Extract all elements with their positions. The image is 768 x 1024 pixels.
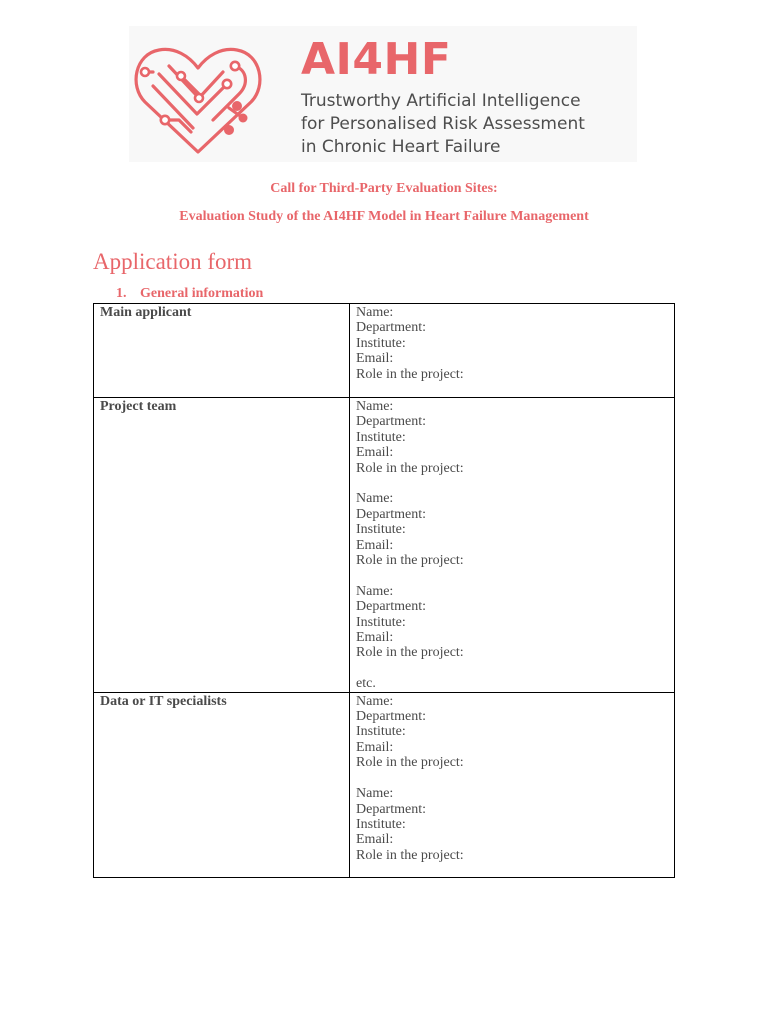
heart-circuit-icon bbox=[131, 36, 265, 158]
logo-tagline-line: for Personalised Risk Assessment bbox=[301, 114, 585, 134]
field-label: Email: bbox=[356, 630, 394, 646]
field-label: Department: bbox=[356, 599, 426, 615]
field-label: Institute: bbox=[356, 614, 406, 630]
logo-tagline-line: Trustworthy Artificial Intelligence bbox=[301, 91, 581, 111]
table-row bbox=[94, 398, 675, 693]
field-label: Name: bbox=[356, 399, 394, 414]
field-label: Institute: bbox=[356, 724, 406, 740]
field-label: Name: bbox=[356, 786, 394, 802]
group-spacer bbox=[356, 771, 668, 786]
field-label: Role in the project: bbox=[356, 645, 464, 661]
field-label: Department: bbox=[356, 801, 426, 817]
field-label: Name: bbox=[356, 693, 394, 709]
logo-tagline-line: in Chronic Heart Failure bbox=[301, 137, 501, 157]
call-subheading: Evaluation Study of the AI4HF Model in Heart Failure Management bbox=[179, 209, 589, 224]
group-spacer bbox=[356, 568, 668, 583]
section-heading bbox=[116, 285, 263, 302]
field-label: Name: bbox=[356, 305, 394, 320]
general-information-table bbox=[93, 303, 675, 878]
section-label: General information bbox=[140, 286, 264, 301]
field-label: Institute: bbox=[356, 816, 406, 832]
field-label: Email: bbox=[356, 445, 394, 461]
field-label: Email: bbox=[356, 351, 394, 367]
field-label: Department: bbox=[356, 320, 426, 336]
field-label: Name: bbox=[356, 583, 394, 599]
group-spacer bbox=[356, 476, 668, 491]
logo-banner bbox=[129, 26, 637, 162]
trailing-note: etc. bbox=[356, 676, 376, 692]
field-label: Email: bbox=[356, 537, 394, 553]
field-label: Name: bbox=[356, 491, 394, 507]
logo-title: AI4HF bbox=[301, 34, 452, 85]
field-label: Role in the project: bbox=[356, 460, 464, 476]
row-label: Main applicant bbox=[94, 304, 350, 398]
field-label: Institute: bbox=[356, 522, 406, 538]
group-spacer bbox=[356, 661, 668, 676]
field-label: Role in the project: bbox=[356, 366, 464, 382]
field-label: Institute: bbox=[356, 335, 406, 351]
field-label: Department: bbox=[356, 414, 426, 430]
field-label: Role in the project: bbox=[356, 755, 464, 771]
section-number: 1. bbox=[116, 286, 127, 301]
field-label: Role in the project: bbox=[356, 553, 464, 569]
field-label: Department: bbox=[356, 709, 426, 725]
page-title: Application form bbox=[93, 249, 253, 274]
table-row bbox=[94, 304, 675, 398]
field-label: Email: bbox=[356, 739, 394, 755]
row-fields[interactable] bbox=[350, 304, 675, 398]
table-row bbox=[94, 692, 675, 877]
logo-tagline bbox=[301, 90, 637, 159]
row-label: Data or IT specialists bbox=[94, 692, 350, 877]
field-label: Department: bbox=[356, 506, 426, 522]
row-label: Project team bbox=[94, 398, 350, 693]
table-body bbox=[94, 304, 675, 878]
row-fields[interactable] bbox=[350, 398, 675, 693]
call-heading: Call for Third-Party Evaluation Sites: bbox=[270, 181, 498, 196]
field-label: Institute: bbox=[356, 429, 406, 445]
field-label: Role in the project: bbox=[356, 847, 464, 863]
row-fields[interactable] bbox=[350, 692, 675, 877]
field-label: Email: bbox=[356, 832, 394, 848]
